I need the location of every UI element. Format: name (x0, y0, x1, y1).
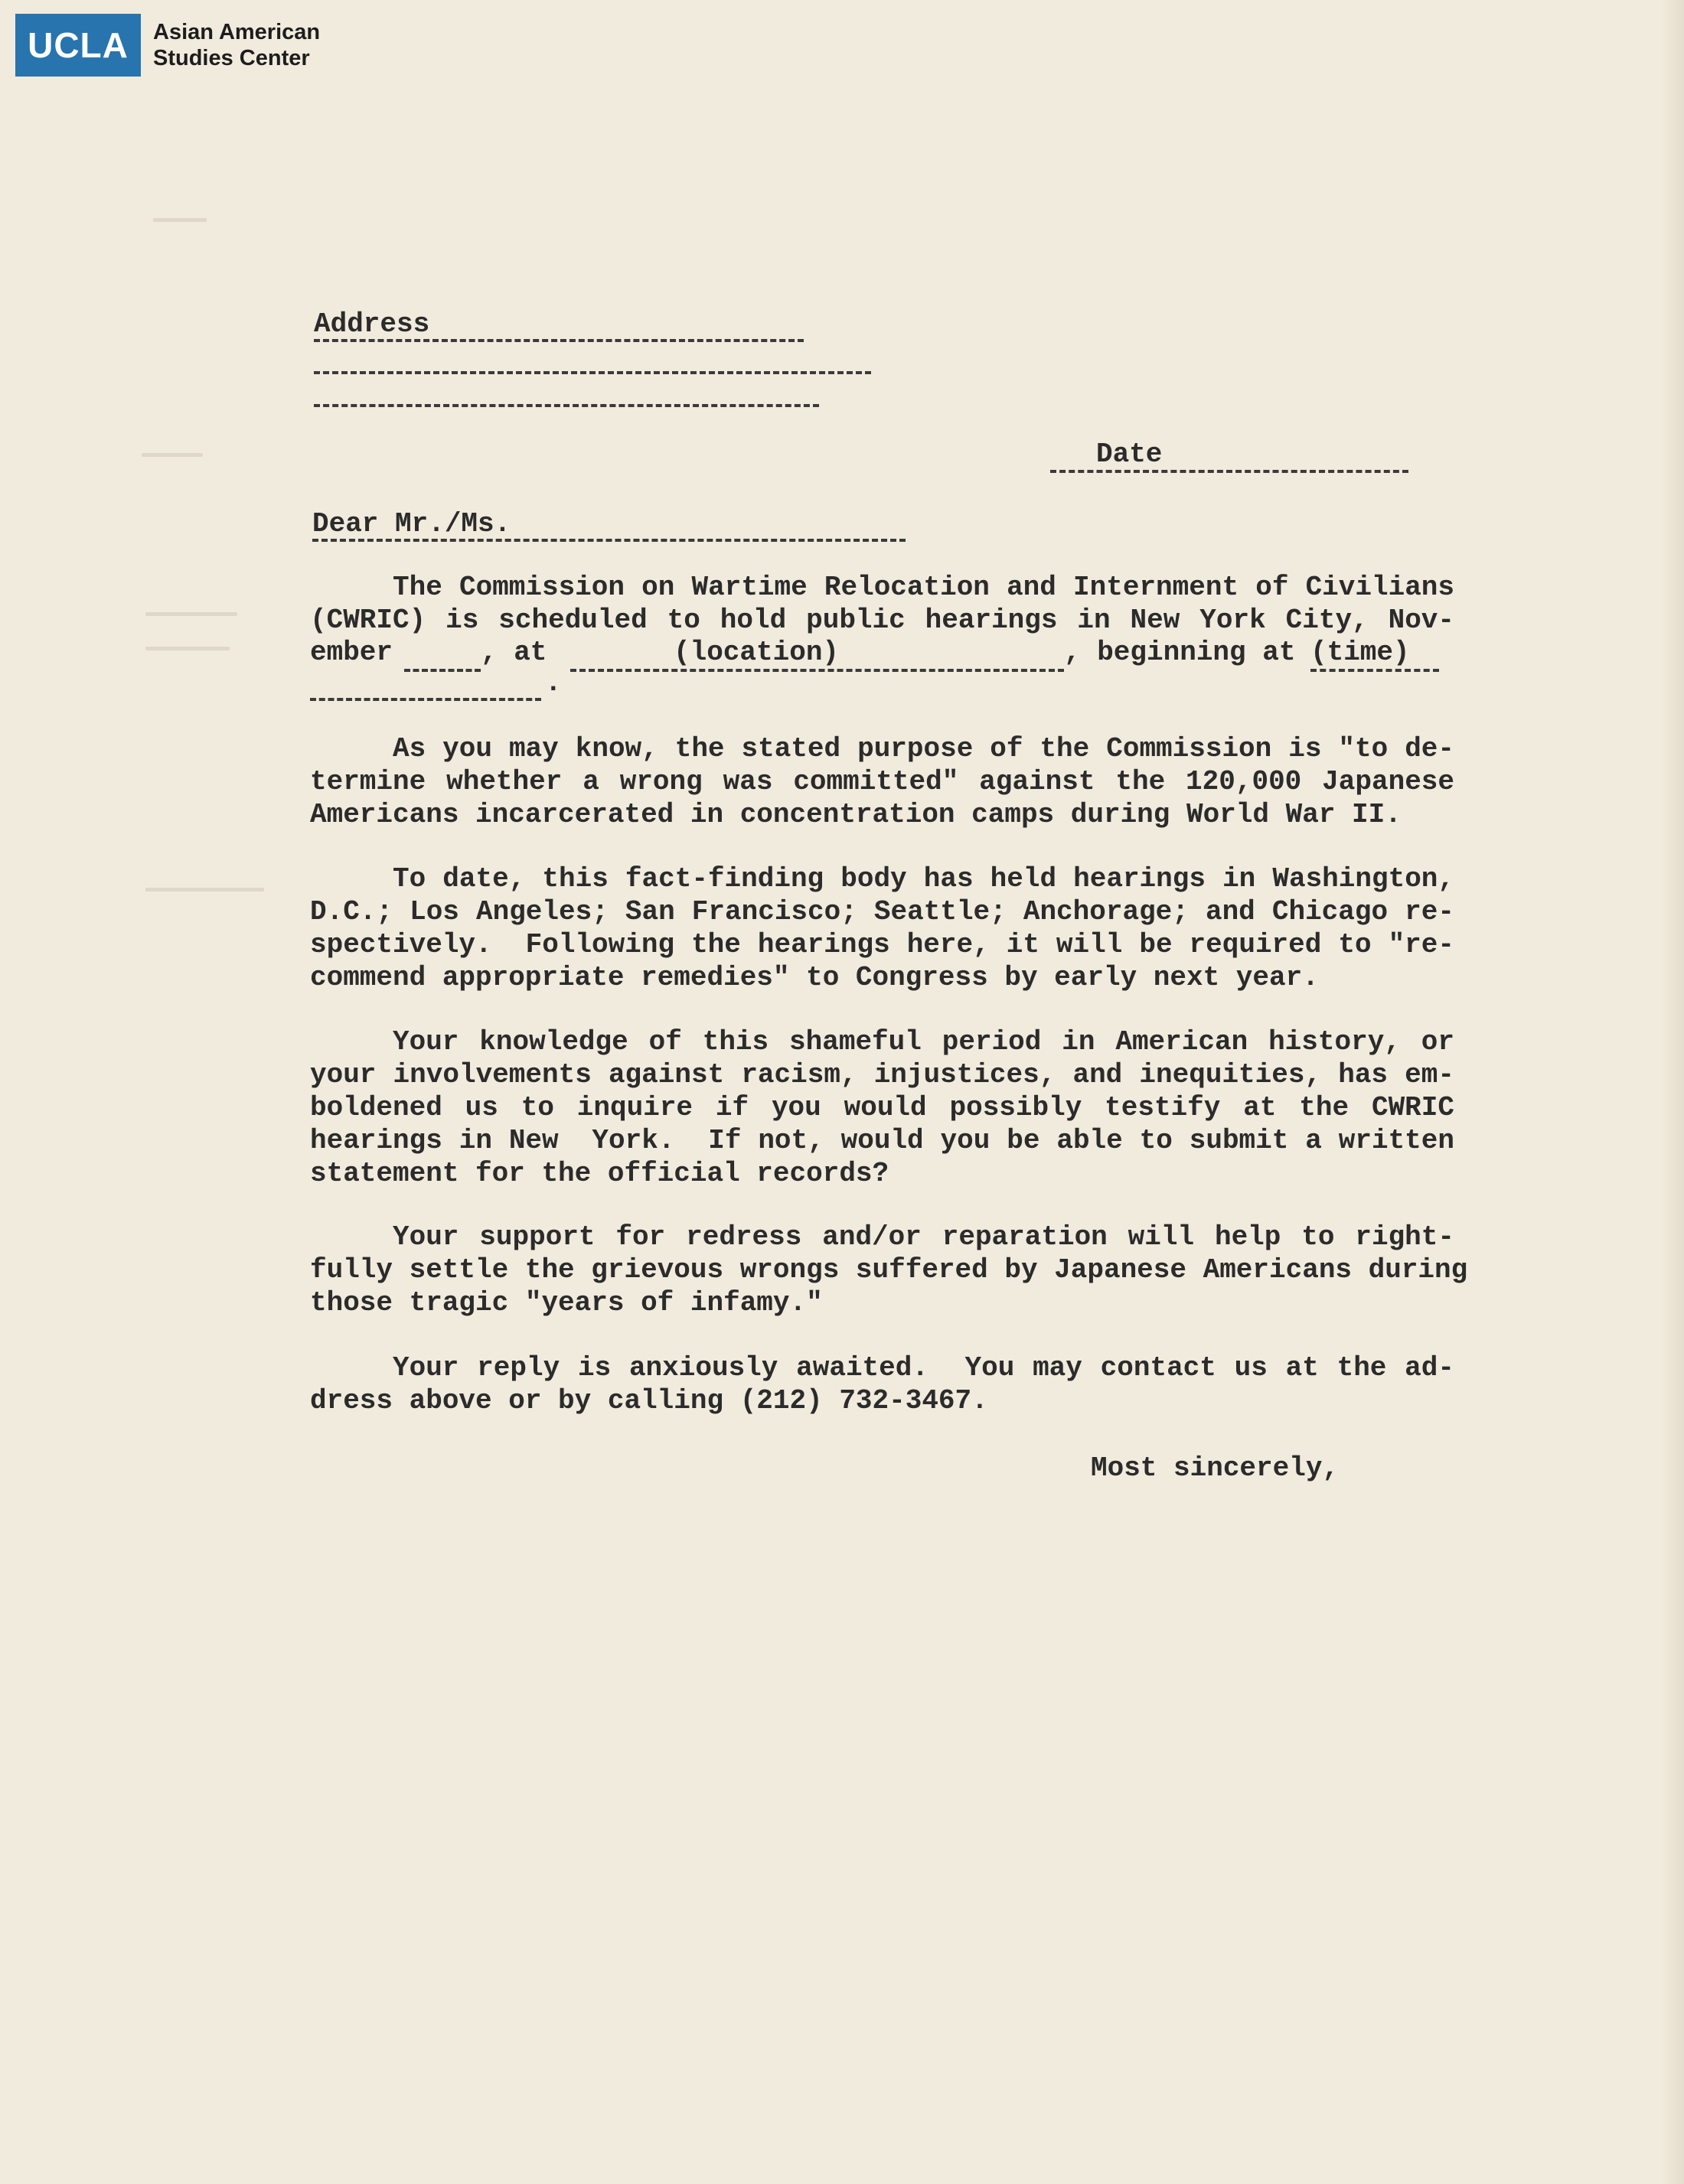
address-line-2 (314, 371, 871, 374)
bleed-mark (153, 218, 207, 222)
paragraph-redress-support (310, 1221, 1468, 1319)
para1-period: . (545, 667, 562, 699)
paragraph-testify-request (310, 1025, 1454, 1190)
para3-line-1: To date, this fact-finding body has held hearings in Washington, (393, 863, 1454, 895)
para6-line-1: Your reply is anxiously awaited. You may contact us at the ad- (393, 1352, 1454, 1384)
logo-text (153, 19, 320, 71)
paragraph-contact (310, 1351, 1454, 1417)
date-line (1050, 470, 1408, 473)
paper-edge (1661, 0, 1684, 2184)
bleed-mark (145, 647, 230, 650)
para1-beginning-at: , beginning at (1064, 637, 1296, 668)
para3-line-2: D.C.; Los Angeles; San Francisco; Seattle; Anchorage; and Chicago re- (310, 896, 1454, 927)
ucla-logo-box: UCLA (15, 14, 141, 77)
para1-line-1: The Commission on Wartime Relocation and Internment of Civilians (393, 572, 1454, 603)
paragraph-purpose (310, 732, 1454, 831)
para1-line-2: (CWRIC) is scheduled to hold public hearings in New York City, Nov- (310, 605, 1454, 636)
paragraph-hearings (310, 571, 1454, 637)
logo-line-1: Asian American (153, 20, 321, 44)
ucla-aasc-logo (15, 14, 320, 77)
para4-line-3: boldened us to inquire if you would possibly testify at the CWRIC (310, 1092, 1454, 1123)
para3-line-3: spectively. Following the hearings here, it will be required to "re- (310, 929, 1454, 960)
para1-ember: ember (310, 637, 393, 668)
para2-line-1: As you may know, the stated purpose of the Commission is "to de- (393, 733, 1454, 764)
address-line-1 (314, 339, 804, 342)
location-blank (570, 669, 1064, 672)
salutation-line (312, 539, 906, 542)
bleed-mark (145, 888, 264, 892)
paragraph-previous-hearings (310, 862, 1454, 994)
bleed-mark (142, 453, 203, 457)
location-placeholder: (location) (674, 637, 840, 668)
para2-line-3: Americans incarcerated in concentration camps during World War II. (310, 799, 1402, 830)
address-line-3 (314, 404, 819, 407)
salutation: Dear Mr./Ms. (312, 508, 511, 539)
para4-line-1: Your knowledge of this shameful period in American history, or (393, 1026, 1454, 1058)
para3-line-4: commend appropriate remedies" to Congress by early next year. (310, 962, 1319, 993)
para5-line-3: those tragic "years of infamy." (310, 1287, 823, 1319)
para6-line-2: dress above or by calling (212) 732-3467. (310, 1385, 988, 1416)
hearing-date-blank (404, 669, 481, 672)
date-label: Date (1096, 438, 1163, 470)
para4-line-5: statement for the official records? (310, 1158, 889, 1189)
bleed-mark (145, 612, 237, 616)
time-blank (1310, 669, 1439, 672)
time-placeholder: (time) (1310, 637, 1410, 668)
para2-line-2: termine whether a wrong was committed" against the 120,000 Japanese (310, 766, 1454, 797)
para1-at: , at (481, 637, 547, 668)
closing: Most sincerely, (1091, 1452, 1340, 1484)
para4-line-4: hearings in New York. If not, would you be able to submit a written (310, 1125, 1454, 1156)
para5-line-2: fully settle the grievous wrongs suffered by Japanese Americans during (310, 1254, 1468, 1286)
address-label: Address (314, 308, 430, 340)
time-blank-continued (310, 698, 541, 701)
para5-line-1: Your support for redress and/or reparation will help to right- (393, 1221, 1454, 1253)
para4-line-2: your involvements against racism, injustices, and inequities, has em- (310, 1059, 1454, 1090)
logo-line-2: Studies Center (153, 46, 310, 70)
